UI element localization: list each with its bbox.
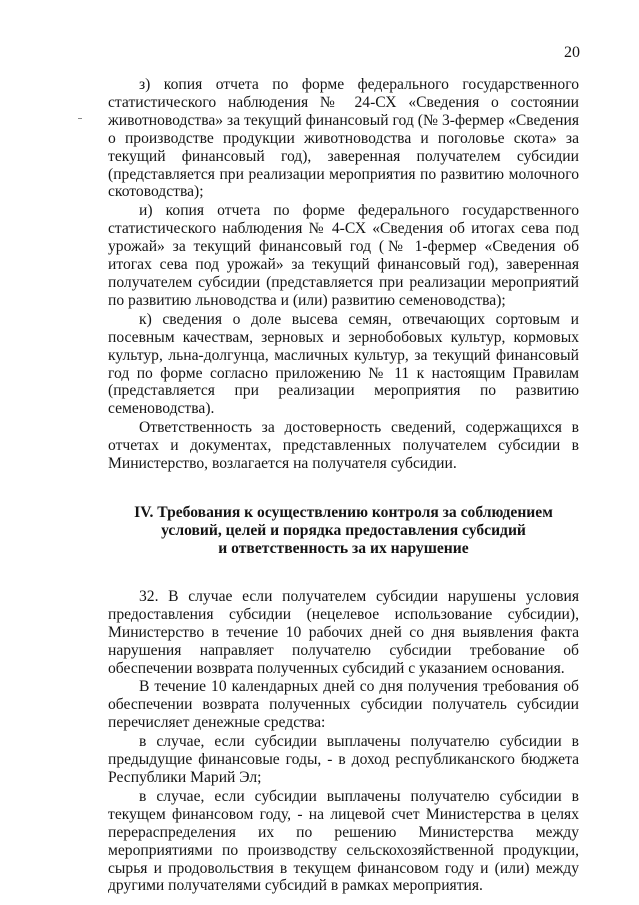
section-heading-line: IV. Требования к осуществлению контроля за соблюдением [134, 503, 553, 521]
section-heading-line: условий, целей и порядка предоставления субсидий [161, 521, 526, 539]
paragraph-item-i: и) копия отчета по форме федерального государственного статистического наблюдения № 4-СХ «Сведения об итогах сева под урожай» за текущий финансовый год (№ 1-фермер «Сведения об итогах сева под урожай» за текущий финансовый год), заверенная получателем субсидии (представляется при реализации мероприятий по развитию льноводства и (или) развитию семеноводства); [108, 202, 579, 309]
paragraph-previous-years: в случае, если субсидии выплачены получателю субсидии в предыдущие финансовые годы, - в доход республиканского бюджета Республики Марий Эл; [108, 733, 579, 786]
page-number: 20 [564, 44, 580, 61]
document-body [108, 76, 579, 896]
paragraph-item-z: з) копия отчета по форме федерального государственного статистического наблюдения № 24-СХ «Сведения о состоянии животноводства» за текущий финансовый год (№ 3-фермер «Сведения о производстве продукции животноводства и поголовье скота» за текущий финансовый год), заверенная получателем субсидии (представляется при реализации мероприятия по развитию молочного скотоводства); [108, 76, 579, 201]
paragraph-clause-32: 32. В случае если получателем субсидии нарушены условия предоставления субсидии (нецелевое использование субсидии), Министерство в течение 10 рабочих дней со дня выявления факта нарушения направляет получателю субсидии требование об обеспечении возврата полученных субсидий с указанием основания. [108, 587, 579, 677]
section-heading [108, 504, 579, 558]
paragraph-item-k: к) сведения о доле высева семян, отвечающих сортовым и посевным качествам, зерновых и зернобобовых культур, кормовых культур, льна-долгунца, масличных культур, за текущий финансовый год по форме согласно приложению № 11 к настоящим Правилам (представляется при реализации мероприятия по развитию семеноводства). [108, 310, 579, 418]
paragraph-responsibility: Ответственность за достоверность сведений, содержащихся в отчетах и документах, представленных получателем субсидии в Министерство, возлагается на получателя субсидии. [108, 419, 579, 473]
paragraph-current-year: в случае, если субсидии выплачены получателю субсидии в текущем финансовом году, - на лицевой счет Министерства в целях перераспределения их по решению Министерства между мероприятиями по производству сельскохозяйственной продукции, сырья и продовольствия в текущем финансовом году и (или) между другими получателями субсидий в рамках мероприятия. [108, 787, 579, 895]
paragraph-refund-term: В течение 10 календарных дней со дня получения требования об обеспечении возврата полученных субсидии получатель субсидии перечисляет денежные средства: [108, 678, 579, 732]
section-heading-line: и ответственность за их нарушение [218, 539, 469, 557]
scan-mark [78, 118, 82, 119]
